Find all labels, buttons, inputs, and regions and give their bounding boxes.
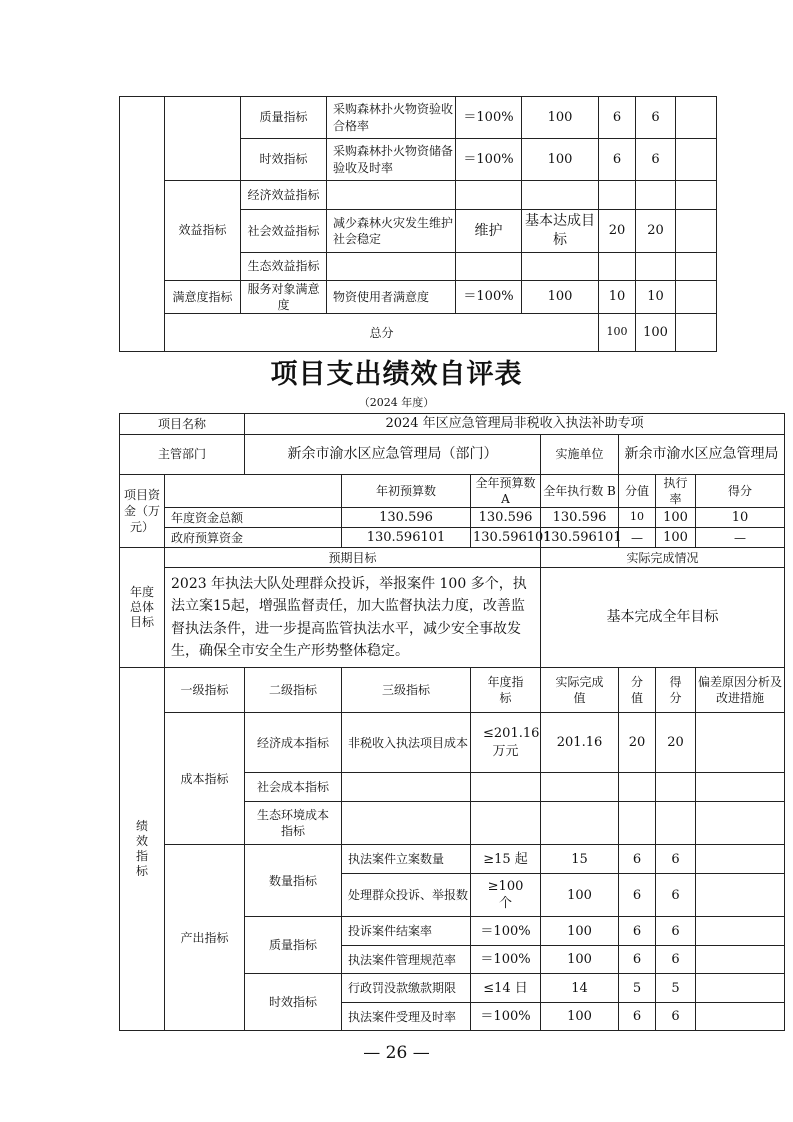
funds-header: 全年执行数 B bbox=[541, 475, 619, 508]
funds-initial: 130.596101 bbox=[342, 528, 471, 548]
project-name: 2024 年区应急管理局非税收入执法补助专项 bbox=[245, 414, 785, 435]
page-number: — 26 — bbox=[363, 1043, 430, 1063]
score-cell: 6 bbox=[619, 845, 656, 874]
got-cell: 10 bbox=[636, 281, 676, 314]
note-cell bbox=[696, 773, 785, 802]
funds-annual: 130.596101 bbox=[471, 528, 541, 548]
perf-label-cell bbox=[120, 97, 165, 352]
target-cell: ＝100% bbox=[471, 946, 541, 974]
output-l1: 产出指标 bbox=[165, 845, 245, 1031]
got-cell bbox=[636, 253, 676, 281]
target-cell bbox=[471, 802, 541, 845]
note-cell bbox=[696, 802, 785, 845]
time-l2: 时效指标 bbox=[245, 974, 342, 1031]
level3-cell: 处理群众投诉、举报数 bbox=[342, 874, 471, 917]
actual-cell bbox=[522, 181, 599, 210]
note-cell bbox=[696, 974, 785, 1003]
score-cell: 6 bbox=[599, 97, 636, 139]
perf-label: 绩效指标 bbox=[120, 668, 165, 1031]
actual-goal-text: 基本完成全年目标 bbox=[541, 568, 785, 668]
level3-cell bbox=[327, 253, 456, 281]
score-cell bbox=[599, 181, 636, 210]
dept-value: 新余市渝水区应急管理局（部门） bbox=[245, 435, 541, 475]
note-cell bbox=[676, 281, 717, 314]
note-cell bbox=[676, 139, 717, 181]
actual-cell: 100 bbox=[522, 139, 599, 181]
actual-cell: 100 bbox=[541, 917, 619, 946]
got-cell bbox=[656, 802, 696, 845]
level3-cell: 减少森林火灾发生维护社会稳定 bbox=[327, 210, 456, 253]
funds-score: — bbox=[619, 528, 656, 548]
target-cell bbox=[456, 181, 522, 210]
got-cell: 6 bbox=[636, 139, 676, 181]
level2-cell: 时效指标 bbox=[241, 139, 327, 181]
funds-row-name: 政府预算资金 bbox=[165, 528, 342, 548]
cost-l1: 成本指标 bbox=[165, 713, 245, 845]
score-cell: 6 bbox=[619, 874, 656, 917]
satisfaction-l1-cell: 满意度指标 bbox=[165, 281, 241, 314]
actual-cell: 14 bbox=[541, 974, 619, 1003]
note-cell bbox=[696, 946, 785, 974]
funds-label: 项目资金（万元） bbox=[120, 475, 165, 548]
got-cell bbox=[656, 773, 696, 802]
note-cell bbox=[696, 713, 785, 773]
level3-cell: 采购森林扑火物资储备验收及时率 bbox=[327, 139, 456, 181]
note-cell bbox=[696, 874, 785, 917]
score-cell: 6 bbox=[619, 917, 656, 946]
target-cell: ＝100% bbox=[456, 281, 522, 314]
perf-header: 一级指标 bbox=[165, 668, 245, 713]
level2-cell: 经济效益指标 bbox=[241, 181, 327, 210]
funds-header: 年初预算数 bbox=[342, 475, 471, 508]
note-cell bbox=[676, 253, 717, 281]
score-cell: 5 bbox=[619, 974, 656, 1003]
total-got: 100 bbox=[636, 314, 676, 352]
self-evaluation-table bbox=[119, 413, 785, 1031]
level3-cell: 物资使用者满意度 bbox=[327, 281, 456, 314]
actual-cell bbox=[541, 802, 619, 845]
total-score: 100 bbox=[599, 314, 636, 352]
impl-label: 实施单位 bbox=[541, 435, 619, 475]
level3-cell: 行政罚没款缴款期限 bbox=[342, 974, 471, 1003]
level3-cell: 执法案件立案数量 bbox=[342, 845, 471, 874]
funds-rate: 100 bbox=[656, 508, 696, 528]
target-cell bbox=[456, 253, 522, 281]
target-cell: ＝100% bbox=[456, 139, 522, 181]
funds-header: 执行率 bbox=[656, 475, 696, 508]
target-cell: ≥15 起 bbox=[471, 845, 541, 874]
perf-header: 年度指标 bbox=[471, 668, 541, 713]
quality-l2: 质量指标 bbox=[245, 917, 342, 974]
target-cell bbox=[471, 773, 541, 802]
score-cell: 20 bbox=[619, 713, 656, 773]
level3-cell: 执法案件管理规范率 bbox=[342, 946, 471, 974]
report-year: （2024 年度） bbox=[358, 396, 435, 409]
note-cell bbox=[676, 210, 717, 253]
funds-row-name: 年度资金总额 bbox=[165, 508, 342, 528]
actual-cell bbox=[541, 773, 619, 802]
score-cell: 20 bbox=[599, 210, 636, 253]
actual-cell: 201.16 bbox=[541, 713, 619, 773]
note-cell bbox=[676, 314, 717, 352]
funds-got: — bbox=[696, 528, 785, 548]
level2-cell: 服务对象满意度 bbox=[241, 281, 327, 314]
level2-cell: 经济成本指标 bbox=[245, 713, 342, 773]
target-cell: ≤14 日 bbox=[471, 974, 541, 1003]
total-label: 总分 bbox=[165, 314, 599, 352]
note-cell bbox=[696, 845, 785, 874]
note-cell bbox=[696, 1003, 785, 1031]
funds-blank-header bbox=[165, 475, 342, 508]
note-cell bbox=[676, 97, 717, 139]
funds-got: 10 bbox=[696, 508, 785, 528]
got-cell: 6 bbox=[656, 917, 696, 946]
actual-cell: 100 bbox=[541, 1003, 619, 1031]
level2-cell: 社会成本指标 bbox=[245, 773, 342, 802]
got-cell: 6 bbox=[656, 1003, 696, 1031]
actual-cell: 100 bbox=[522, 281, 599, 314]
impl-value: 新余市渝水区应急管理局 bbox=[619, 435, 785, 475]
funds-score: 10 bbox=[619, 508, 656, 528]
perf-header: 实际完成值 bbox=[541, 668, 619, 713]
target-cell: ＝100% bbox=[471, 1003, 541, 1031]
score-cell: 6 bbox=[599, 139, 636, 181]
got-cell: 6 bbox=[656, 946, 696, 974]
actual-cell: 100 bbox=[541, 874, 619, 917]
level3-cell: 非税收入执法项目成本 bbox=[342, 713, 471, 773]
target-cell: ＝100% bbox=[456, 97, 522, 139]
target-cell: 维护 bbox=[456, 210, 522, 253]
score-cell: 10 bbox=[599, 281, 636, 314]
dept-label: 主管部门 bbox=[120, 435, 245, 475]
funds-header: 全年预算数 A bbox=[471, 475, 541, 508]
actual-cell: 100 bbox=[541, 946, 619, 974]
note-cell bbox=[696, 917, 785, 946]
level3-cell bbox=[342, 773, 471, 802]
score-cell bbox=[619, 773, 656, 802]
level2-cell: 生态环境成本指标 bbox=[245, 802, 342, 845]
funds-header: 分值 bbox=[619, 475, 656, 508]
score-cell: 6 bbox=[619, 946, 656, 974]
got-cell: 5 bbox=[656, 974, 696, 1003]
continuation-table bbox=[119, 96, 717, 352]
output-l1-cell bbox=[165, 97, 241, 181]
target-cell: ≥100个 bbox=[471, 874, 541, 917]
funds-annual: 130.596 bbox=[471, 508, 541, 528]
score-cell bbox=[619, 802, 656, 845]
level3-cell: 执法案件受理及时率 bbox=[342, 1003, 471, 1031]
quantity-l2: 数量指标 bbox=[245, 845, 342, 917]
got-cell: 6 bbox=[636, 97, 676, 139]
got-cell: 6 bbox=[656, 845, 696, 874]
expected-goal-text: 2023 年执法大队处理群众投诉，举报案件 100 多个，执法立案15起，增强监督责任，加大监督执法力度，改善监督执法条件，进一步提高监管执法水平，减少安全事故发生，确保全市安全生产形势整体稳定。 bbox=[165, 568, 541, 668]
funds-rate: 100 bbox=[656, 528, 696, 548]
level3-cell bbox=[327, 181, 456, 210]
perf-header: 偏差原因分析及改进措施 bbox=[696, 668, 785, 713]
project-name-label: 项目名称 bbox=[120, 414, 245, 435]
actual-cell: 基本达成目标 bbox=[522, 210, 599, 253]
page-title: 项目支出绩效自评表 bbox=[270, 359, 523, 390]
actual-cell: 100 bbox=[522, 97, 599, 139]
level3-cell bbox=[342, 802, 471, 845]
got-cell bbox=[636, 181, 676, 210]
goals-label: 年度总体目标 bbox=[120, 548, 165, 668]
expected-goal-header: 预期目标 bbox=[165, 548, 541, 568]
level2-cell: 生态效益指标 bbox=[241, 253, 327, 281]
level2-cell: 社会效益指标 bbox=[241, 210, 327, 253]
perf-header: 三级指标 bbox=[342, 668, 471, 713]
got-cell: 6 bbox=[656, 874, 696, 917]
score-cell: 6 bbox=[619, 1003, 656, 1031]
perf-header: 二级指标 bbox=[245, 668, 342, 713]
level3-cell: 投诉案件结案率 bbox=[342, 917, 471, 946]
perf-header: 分值 bbox=[619, 668, 656, 713]
funds-exec: 130.596101 bbox=[541, 528, 619, 548]
funds-initial: 130.596 bbox=[342, 508, 471, 528]
funds-exec: 130.596 bbox=[541, 508, 619, 528]
score-cell bbox=[599, 253, 636, 281]
target-cell: ＝100% bbox=[471, 917, 541, 946]
funds-header: 得分 bbox=[696, 475, 785, 508]
actual-goal-header: 实际完成情况 bbox=[541, 548, 785, 568]
target-cell: ≤201.16万元 bbox=[471, 713, 541, 773]
got-cell: 20 bbox=[656, 713, 696, 773]
perf-header: 得分 bbox=[656, 668, 696, 713]
got-cell: 20 bbox=[636, 210, 676, 253]
level3-cell: 采购森林扑火物资验收合格率 bbox=[327, 97, 456, 139]
actual-cell bbox=[522, 253, 599, 281]
benefit-l1-cell: 效益指标 bbox=[165, 181, 241, 281]
note-cell bbox=[676, 181, 717, 210]
level2-cell: 质量指标 bbox=[241, 97, 327, 139]
actual-cell: 15 bbox=[541, 845, 619, 874]
